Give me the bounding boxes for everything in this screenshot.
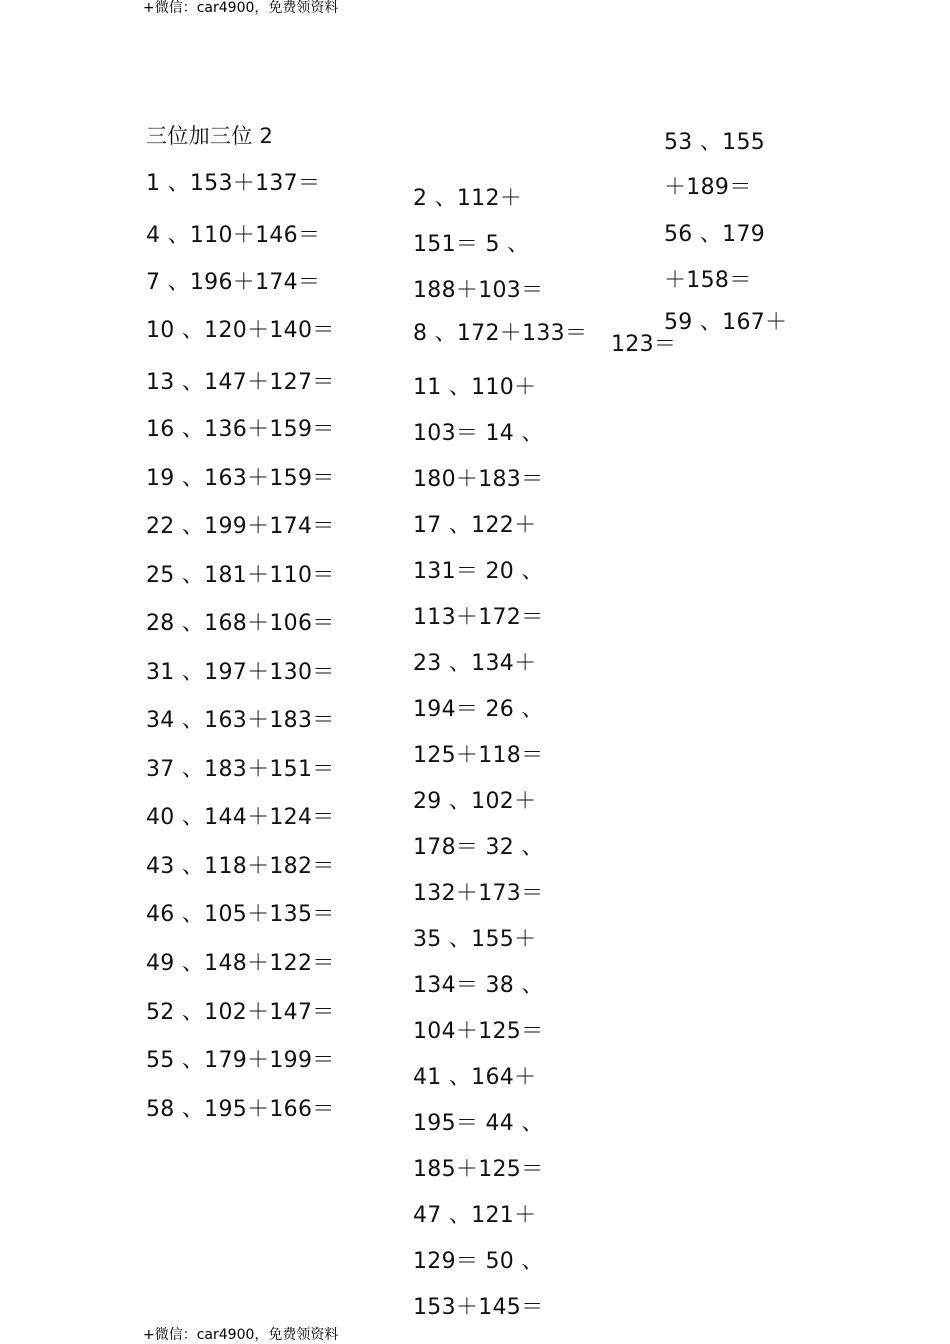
problem-line: 7 、196＋174＝ (146, 270, 321, 295)
problem-line: 4 、110＋146＝ (146, 223, 321, 248)
problem-line: 31 、197＋130＝ (146, 660, 335, 685)
problem-line: 22 、199＋174＝ (146, 514, 335, 539)
problem-line: 59 、167＋ (664, 310, 788, 335)
stray-answer-fragment: 123＝ (611, 332, 677, 357)
problem-line: 103＝ 14 、 (413, 421, 544, 446)
problem-line: 43 、118＋182＝ (146, 854, 335, 879)
problem-line: 132＋173＝ (413, 881, 544, 906)
problem-line: 11 、110＋ (413, 375, 537, 400)
problem-line: 16 、136＋159＝ (146, 417, 335, 442)
problem-line: 151＝ 5 、 (413, 232, 530, 257)
problem-line: 129＝ 50 、 (413, 1249, 544, 1274)
header-bottom: +微信：car4900，免费领资料 (143, 1327, 339, 1343)
problem-line: 37 、183＋151＝ (146, 757, 335, 782)
problem-line: 55 、179＋199＝ (146, 1048, 335, 1073)
problem-line: ＋189＝ (664, 175, 752, 200)
problem-line: 1 、153＋137＝ (146, 171, 321, 196)
header-top: +微信：car4900，免费领资料 (143, 0, 339, 16)
problem-line: 195＝ 44 、 (413, 1111, 544, 1136)
problem-line: 185＋125＝ (413, 1157, 544, 1182)
problem-line: 8 、172＋133＝ (413, 321, 588, 346)
problem-line: 29 、102＋ (413, 789, 537, 814)
problem-line: 17 、122＋ (413, 513, 537, 538)
problem-line: 58 、195＋166＝ (146, 1097, 335, 1122)
problem-line: 178＝ 32 、 (413, 835, 544, 860)
problem-line: 104＋125＝ (413, 1019, 544, 1044)
problem-line: 131＝ 20 、 (413, 559, 544, 584)
problem-line: 180＋183＝ (413, 467, 544, 492)
problem-line: 19 、163＋159＝ (146, 466, 335, 491)
problem-line: 47 、121＋ (413, 1203, 537, 1228)
problem-line: 188＋103＝ (413, 278, 544, 303)
problem-line: 113＋172＝ (413, 605, 544, 630)
problem-line: 13 、147＋127＝ (146, 370, 335, 395)
problem-line: 56 、179 (664, 222, 766, 247)
problem-line: 194＝ 26 、 (413, 697, 544, 722)
problem-line: 25 、181＋110＝ (146, 563, 335, 588)
problem-line: 125＋118＝ (413, 743, 544, 768)
problem-line: 23 、134＋ (413, 651, 537, 676)
problem-line: 28 、168＋106＝ (146, 611, 335, 636)
problem-line: 49 、148＋122＝ (146, 951, 335, 976)
problem-line: 134＝ 38 、 (413, 973, 544, 998)
problem-line: 10 、120＋140＝ (146, 318, 335, 343)
problem-line: 34 、163＋183＝ (146, 708, 335, 733)
problem-line: 53 、155 (664, 130, 766, 155)
problem-line: ＋158＝ (664, 268, 752, 293)
problem-line: 153＋145＝ (413, 1295, 544, 1320)
problem-line: 2 、112＋ (413, 186, 523, 211)
problem-line: 46 、105＋135＝ (146, 902, 335, 927)
problem-line: 35 、155＋ (413, 927, 537, 952)
problem-line: 41 、164＋ (413, 1065, 537, 1090)
page-title: 三位加三位 2 (146, 124, 274, 148)
problem-line: 40 、144＋124＝ (146, 805, 335, 830)
problem-line: 52 、102＋147＝ (146, 1000, 335, 1025)
